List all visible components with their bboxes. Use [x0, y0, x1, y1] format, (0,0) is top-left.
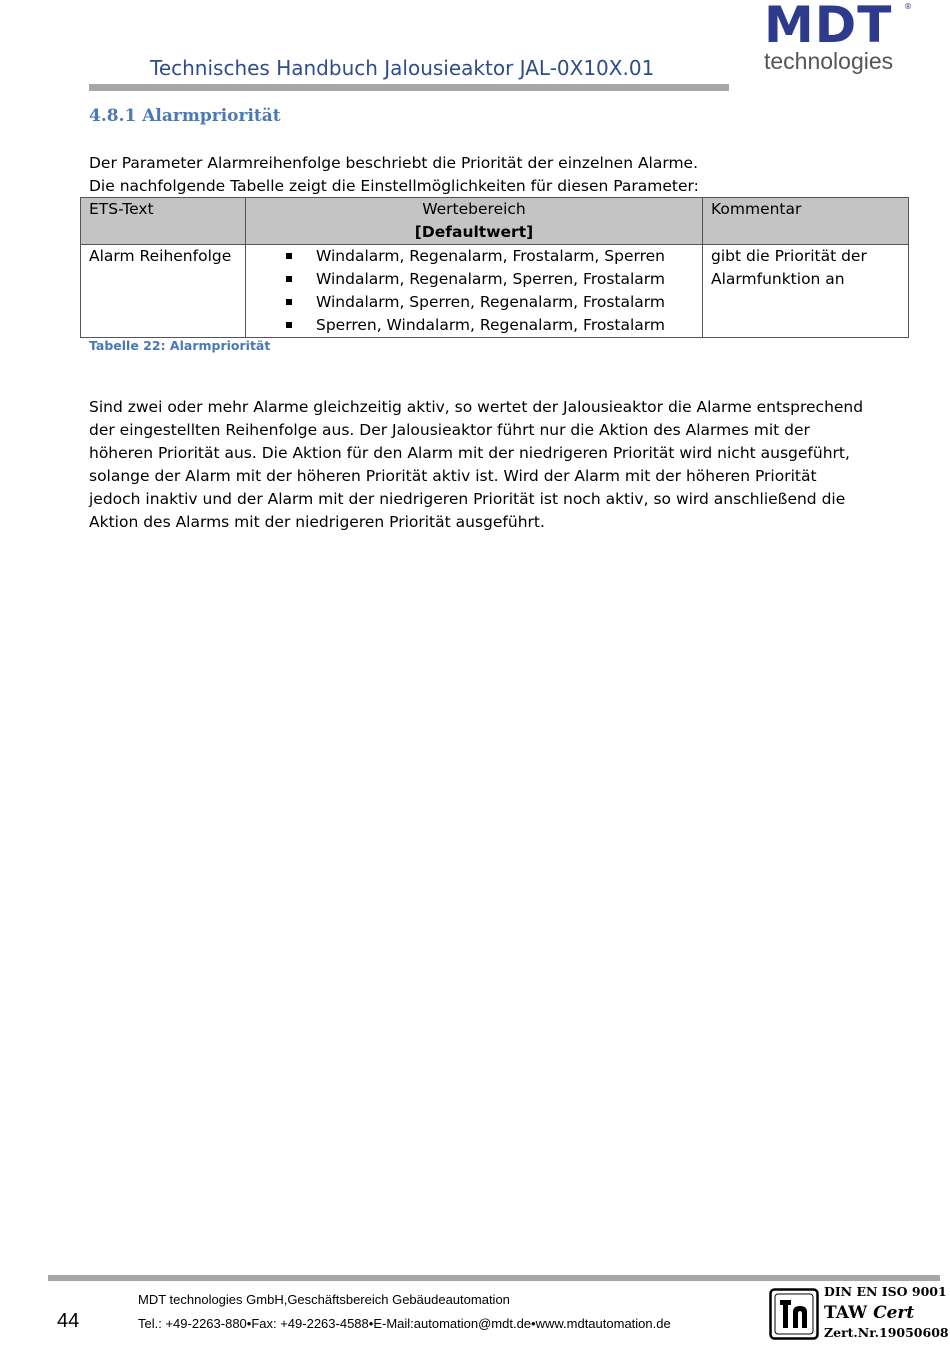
body-paragraph: [89, 396, 863, 534]
intro-line: Der Parameter Alarmreihenfolge beschriebt die Priorität der einzelnen Alarme.: [89, 154, 699, 172]
certification-text: [824, 1284, 949, 1344]
header-value-range: [246, 198, 703, 245]
list-item: [254, 268, 694, 291]
body-line: Aktion des Alarms mit der niedrigeren Priorität ausgeführt.: [89, 513, 545, 531]
mdt-logo: [764, 2, 914, 74]
bullet-square-icon: [286, 253, 292, 259]
list-item: [254, 314, 694, 337]
footer-company: MDT technologies GmbH,Geschäftsbereich Gebäudeautomation: [138, 1292, 510, 1307]
body-line: jedoch inaktiv und der Alarm mit der niedrigeren Priorität ist noch aktiv, so wird anschließend die: [89, 490, 846, 508]
cell-options: [246, 245, 703, 338]
option-label: Windalarm, Regenalarm, Frostalarm, Sperren: [316, 247, 665, 265]
cert-body: [824, 1303, 949, 1325]
bullet-square-icon: [286, 322, 292, 328]
option-label: Windalarm, Regenalarm, Sperren, Frostalarm: [316, 270, 665, 288]
list-item: [254, 291, 694, 314]
parameter-table: [80, 197, 909, 338]
intro-text: [89, 152, 699, 198]
header-comment: Kommentar: [703, 198, 909, 245]
table-caption: Tabelle 22: Alarmpriorität: [89, 338, 271, 353]
logo-mark: MDT: [764, 0, 893, 54]
footer-rule: [48, 1275, 940, 1281]
option-list: [254, 245, 694, 337]
header-rule: [89, 84, 729, 91]
header-ets-text: ETS-Text: [81, 198, 246, 245]
cert-number: Zert.Nr.19050608: [824, 1325, 949, 1340]
body-line: höheren Priorität aus. Die Aktion für den Alarm mit der niedrigeren Priorität wird nicht ausgeführt,: [89, 444, 850, 462]
bullet-square-icon: [286, 299, 292, 305]
registered-mark: ®: [904, 2, 912, 11]
document-title: Technisches Handbuch Jalousieaktor JAL-0X10X.01: [150, 56, 655, 80]
body-line: solange der Alarm mit der höheren Priorität aktiv ist. Wird der Alarm mit der höheren Priorität: [89, 467, 817, 485]
option-label: Windalarm, Sperren, Regenalarm, Frostalarm: [316, 293, 665, 311]
header-default-label: [Defaultwert]: [414, 223, 534, 241]
body-line: der eingestellten Reihenfolge aus. Der Jalousieaktor führt nur die Aktion des Alarmes mit der: [89, 421, 810, 439]
cell-comment: [703, 245, 909, 338]
page-number: 44: [57, 1310, 80, 1332]
header-value-range-label: Wertebereich: [422, 200, 526, 218]
table-row: [81, 245, 909, 338]
bullet-square-icon: [286, 276, 292, 282]
intro-line: Die nachfolgende Tabelle zeigt die Einstellmöglichkeiten für diesen Parameter:: [89, 177, 699, 195]
footer-contact: Tel.: +49-2263-880•Fax: +49-2263-4588•E-Mail:automation@mdt.de•www.mdtautomation.de: [138, 1316, 671, 1331]
cell-ets-text: Alarm Reihenfolge: [81, 245, 246, 338]
option-label: Sperren, Windalarm, Regenalarm, Frostalarm: [316, 316, 665, 334]
cert-body-taw: TAW: [824, 1303, 874, 1323]
section-heading: 4.8.1 Alarmpriorität: [89, 106, 281, 126]
table-header-row: [81, 198, 909, 245]
logo-subtitle: technologies: [764, 48, 894, 74]
certification-seal-icon: [769, 1288, 819, 1340]
comment-line: Alarmfunktion an: [711, 270, 845, 288]
cert-body-cert: Cert: [873, 1303, 915, 1323]
body-line: Sind zwei oder mehr Alarme gleichzeitig aktiv, so wertet der Jalousieaktor die Alarme entsprechend: [89, 398, 864, 416]
comment-line: gibt die Priorität der: [711, 247, 867, 265]
cert-standard: DIN EN ISO 9001: [824, 1284, 947, 1299]
list-item: [254, 245, 694, 268]
